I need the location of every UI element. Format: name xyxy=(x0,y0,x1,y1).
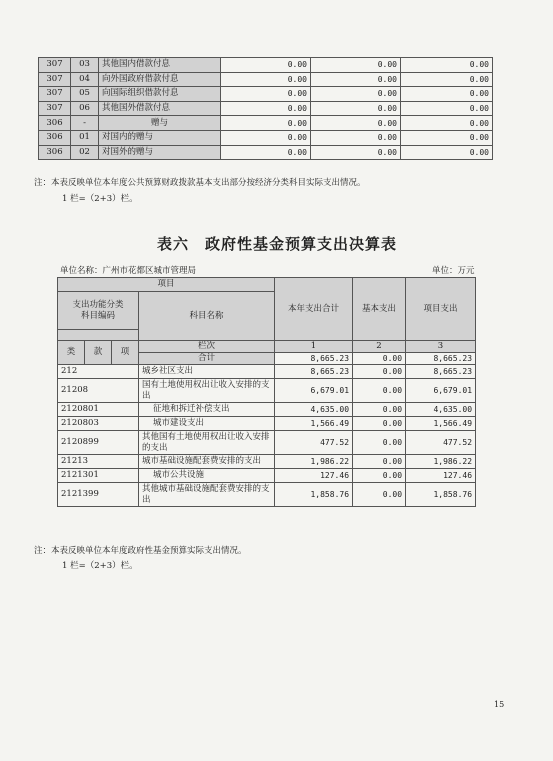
value-total: 127.46 xyxy=(275,469,353,483)
value-project: 127.46 xyxy=(406,469,476,483)
value-basic: 0.00 xyxy=(353,483,406,507)
value-project: 6,679.01 xyxy=(406,379,476,403)
class-code: 306 xyxy=(39,145,71,160)
value-total: 477.52 xyxy=(275,431,353,455)
total-label: 合计 xyxy=(139,353,275,365)
item-code: 05 xyxy=(71,87,99,102)
item-code: 01 xyxy=(71,130,99,145)
value-basic: 0.00 xyxy=(353,431,406,455)
header-col-total: 本年支出合计 xyxy=(275,278,353,341)
subject-name: 其他国有土地使用权出让收入安排的支出 xyxy=(139,431,275,455)
subject-name: 征地和拆迁补偿支出 xyxy=(139,403,275,417)
value-total: 0.00 xyxy=(221,72,311,87)
value-project: 0.00 xyxy=(401,130,493,145)
item-code: 03 xyxy=(71,58,99,73)
function-code: 2121301 xyxy=(58,469,139,483)
subject-name: 城市建设支出 xyxy=(139,417,275,431)
subject-name: 赠与 xyxy=(99,116,221,131)
function-code: 2121399 xyxy=(58,483,139,507)
main-table-note-formula: 1 栏=（2+3）栏。 xyxy=(62,561,138,571)
table-row xyxy=(39,116,493,131)
function-code: 2120803 xyxy=(58,417,139,431)
header-lanci: 栏次 xyxy=(139,341,275,353)
header-n3: 3 xyxy=(406,341,476,353)
value-basic: 0.00 xyxy=(311,101,401,116)
main-table-note: 注：本表反映单位本年度政府性基金预算实际支出情况。 xyxy=(34,546,247,556)
table-row xyxy=(39,87,493,102)
value-total: 4,635.00 xyxy=(275,403,353,417)
subject-name: 向国际组织借款付息 xyxy=(99,87,221,102)
header-project: 项目 xyxy=(58,278,275,292)
class-code: 306 xyxy=(39,130,71,145)
subject-name: 城市基础设施配套费安排的支出 xyxy=(139,455,275,469)
table-row xyxy=(58,455,476,469)
table-row xyxy=(58,417,476,431)
table-row xyxy=(58,483,476,507)
function-code: 212 xyxy=(58,365,139,379)
subject-name: 其他城市基础设施配套费安排的支出 xyxy=(139,483,275,507)
value-total: 0.00 xyxy=(221,130,311,145)
value-project: 1,566.49 xyxy=(406,417,476,431)
function-code: 2120899 xyxy=(58,431,139,455)
subject-name: 向外国政府借款付息 xyxy=(99,72,221,87)
item-code: - xyxy=(71,116,99,131)
value-project: 0.00 xyxy=(401,87,493,102)
subject-name: 国有土地使用权出让收入安排的支出 xyxy=(139,379,275,403)
value-total: 1,986.22 xyxy=(275,455,353,469)
table-row xyxy=(39,58,493,73)
function-code: 2120801 xyxy=(58,403,139,417)
class-code: 307 xyxy=(39,101,71,116)
value-basic: 0.00 xyxy=(353,469,406,483)
unit-name: 单位名称：广州市花都区城市管理局 xyxy=(60,266,197,276)
subject-name: 其他国内借款付息 xyxy=(99,58,221,73)
value-project: 477.52 xyxy=(406,431,476,455)
table-row xyxy=(58,365,476,379)
total-basic: 0.00 xyxy=(353,353,406,365)
value-total: 6,679.01 xyxy=(275,379,353,403)
item-code: 06 xyxy=(71,101,99,116)
value-project: 8,665.23 xyxy=(406,365,476,379)
value-project: 0.00 xyxy=(401,101,493,116)
class-code: 307 xyxy=(39,72,71,87)
value-total: 1,858.76 xyxy=(275,483,353,507)
header-row-lanci xyxy=(58,341,476,353)
value-total: 8,665.23 xyxy=(275,365,353,379)
table-row xyxy=(58,469,476,483)
header-row-project xyxy=(58,278,476,292)
subject-name: 其他国外借款付息 xyxy=(99,101,221,116)
header-n1: 1 xyxy=(275,341,353,353)
value-project: 0.00 xyxy=(401,145,493,160)
header-subject-name: 科目名称 xyxy=(139,292,275,341)
unit-label: 单位：万元 xyxy=(432,266,475,276)
subject-name: 城乡社区支出 xyxy=(139,365,275,379)
header-n2: 2 xyxy=(353,341,406,353)
value-basic: 0.00 xyxy=(353,365,406,379)
header-code: 支出功能分类 科目编码 xyxy=(58,292,139,330)
value-basic: 0.00 xyxy=(311,145,401,160)
value-basic: 0.00 xyxy=(353,455,406,469)
top-table-note-formula: 1 栏=（2+3）栏。 xyxy=(62,194,138,204)
subject-name: 对国外的赠与 xyxy=(99,145,221,160)
value-total: 0.00 xyxy=(221,116,311,131)
table-row xyxy=(58,431,476,455)
value-basic: 0.00 xyxy=(311,116,401,131)
value-basic: 0.00 xyxy=(353,379,406,403)
fund-expenditure-table xyxy=(57,277,476,507)
header-col-basic: 基本支出 xyxy=(353,278,406,341)
page-number: 15 xyxy=(494,700,505,709)
header-lei: 类 xyxy=(58,341,85,365)
header-xiang: 项 xyxy=(112,341,139,365)
table-row xyxy=(39,130,493,145)
total-total: 8,665.23 xyxy=(275,353,353,365)
total-project: 8,665.23 xyxy=(406,353,476,365)
function-code: 21208 xyxy=(58,379,139,403)
value-basic: 0.00 xyxy=(311,87,401,102)
value-total: 0.00 xyxy=(221,87,311,102)
value-basic: 0.00 xyxy=(311,130,401,145)
value-project: 0.00 xyxy=(401,116,493,131)
value-basic: 0.00 xyxy=(311,72,401,87)
economic-classification-table xyxy=(38,57,493,160)
header-col-project: 项目支出 xyxy=(406,278,476,341)
table-row xyxy=(39,101,493,116)
top-table-note: 注：本表反映单位本年度公共预算财政拨款基本支出部分按经济分类科目实际支出情况。 xyxy=(34,178,366,188)
page-title: 表六 政府性基金预算支出决算表 xyxy=(157,235,398,253)
value-total: 0.00 xyxy=(221,58,311,73)
header-code-spacer xyxy=(58,330,139,341)
value-total: 1,566.49 xyxy=(275,417,353,431)
value-total: 0.00 xyxy=(221,101,311,116)
value-project: 0.00 xyxy=(401,58,493,73)
subject-name: 对国内的赠与 xyxy=(99,130,221,145)
table-row xyxy=(58,379,476,403)
class-code: 307 xyxy=(39,87,71,102)
value-project: 0.00 xyxy=(401,72,493,87)
function-code: 21213 xyxy=(58,455,139,469)
class-code: 306 xyxy=(39,116,71,131)
item-code: 04 xyxy=(71,72,99,87)
value-project: 4,635.00 xyxy=(406,403,476,417)
table-row xyxy=(39,145,493,160)
table-row xyxy=(39,72,493,87)
item-code: 02 xyxy=(71,145,99,160)
subject-name: 城市公共设施 xyxy=(139,469,275,483)
value-basic: 0.00 xyxy=(353,403,406,417)
class-code: 307 xyxy=(39,58,71,73)
value-total: 0.00 xyxy=(221,145,311,160)
header-kuan: 款 xyxy=(85,341,112,365)
value-basic: 0.00 xyxy=(353,417,406,431)
value-basic: 0.00 xyxy=(311,58,401,73)
value-project: 1,858.76 xyxy=(406,483,476,507)
table-row xyxy=(58,403,476,417)
value-project: 1,986.22 xyxy=(406,455,476,469)
